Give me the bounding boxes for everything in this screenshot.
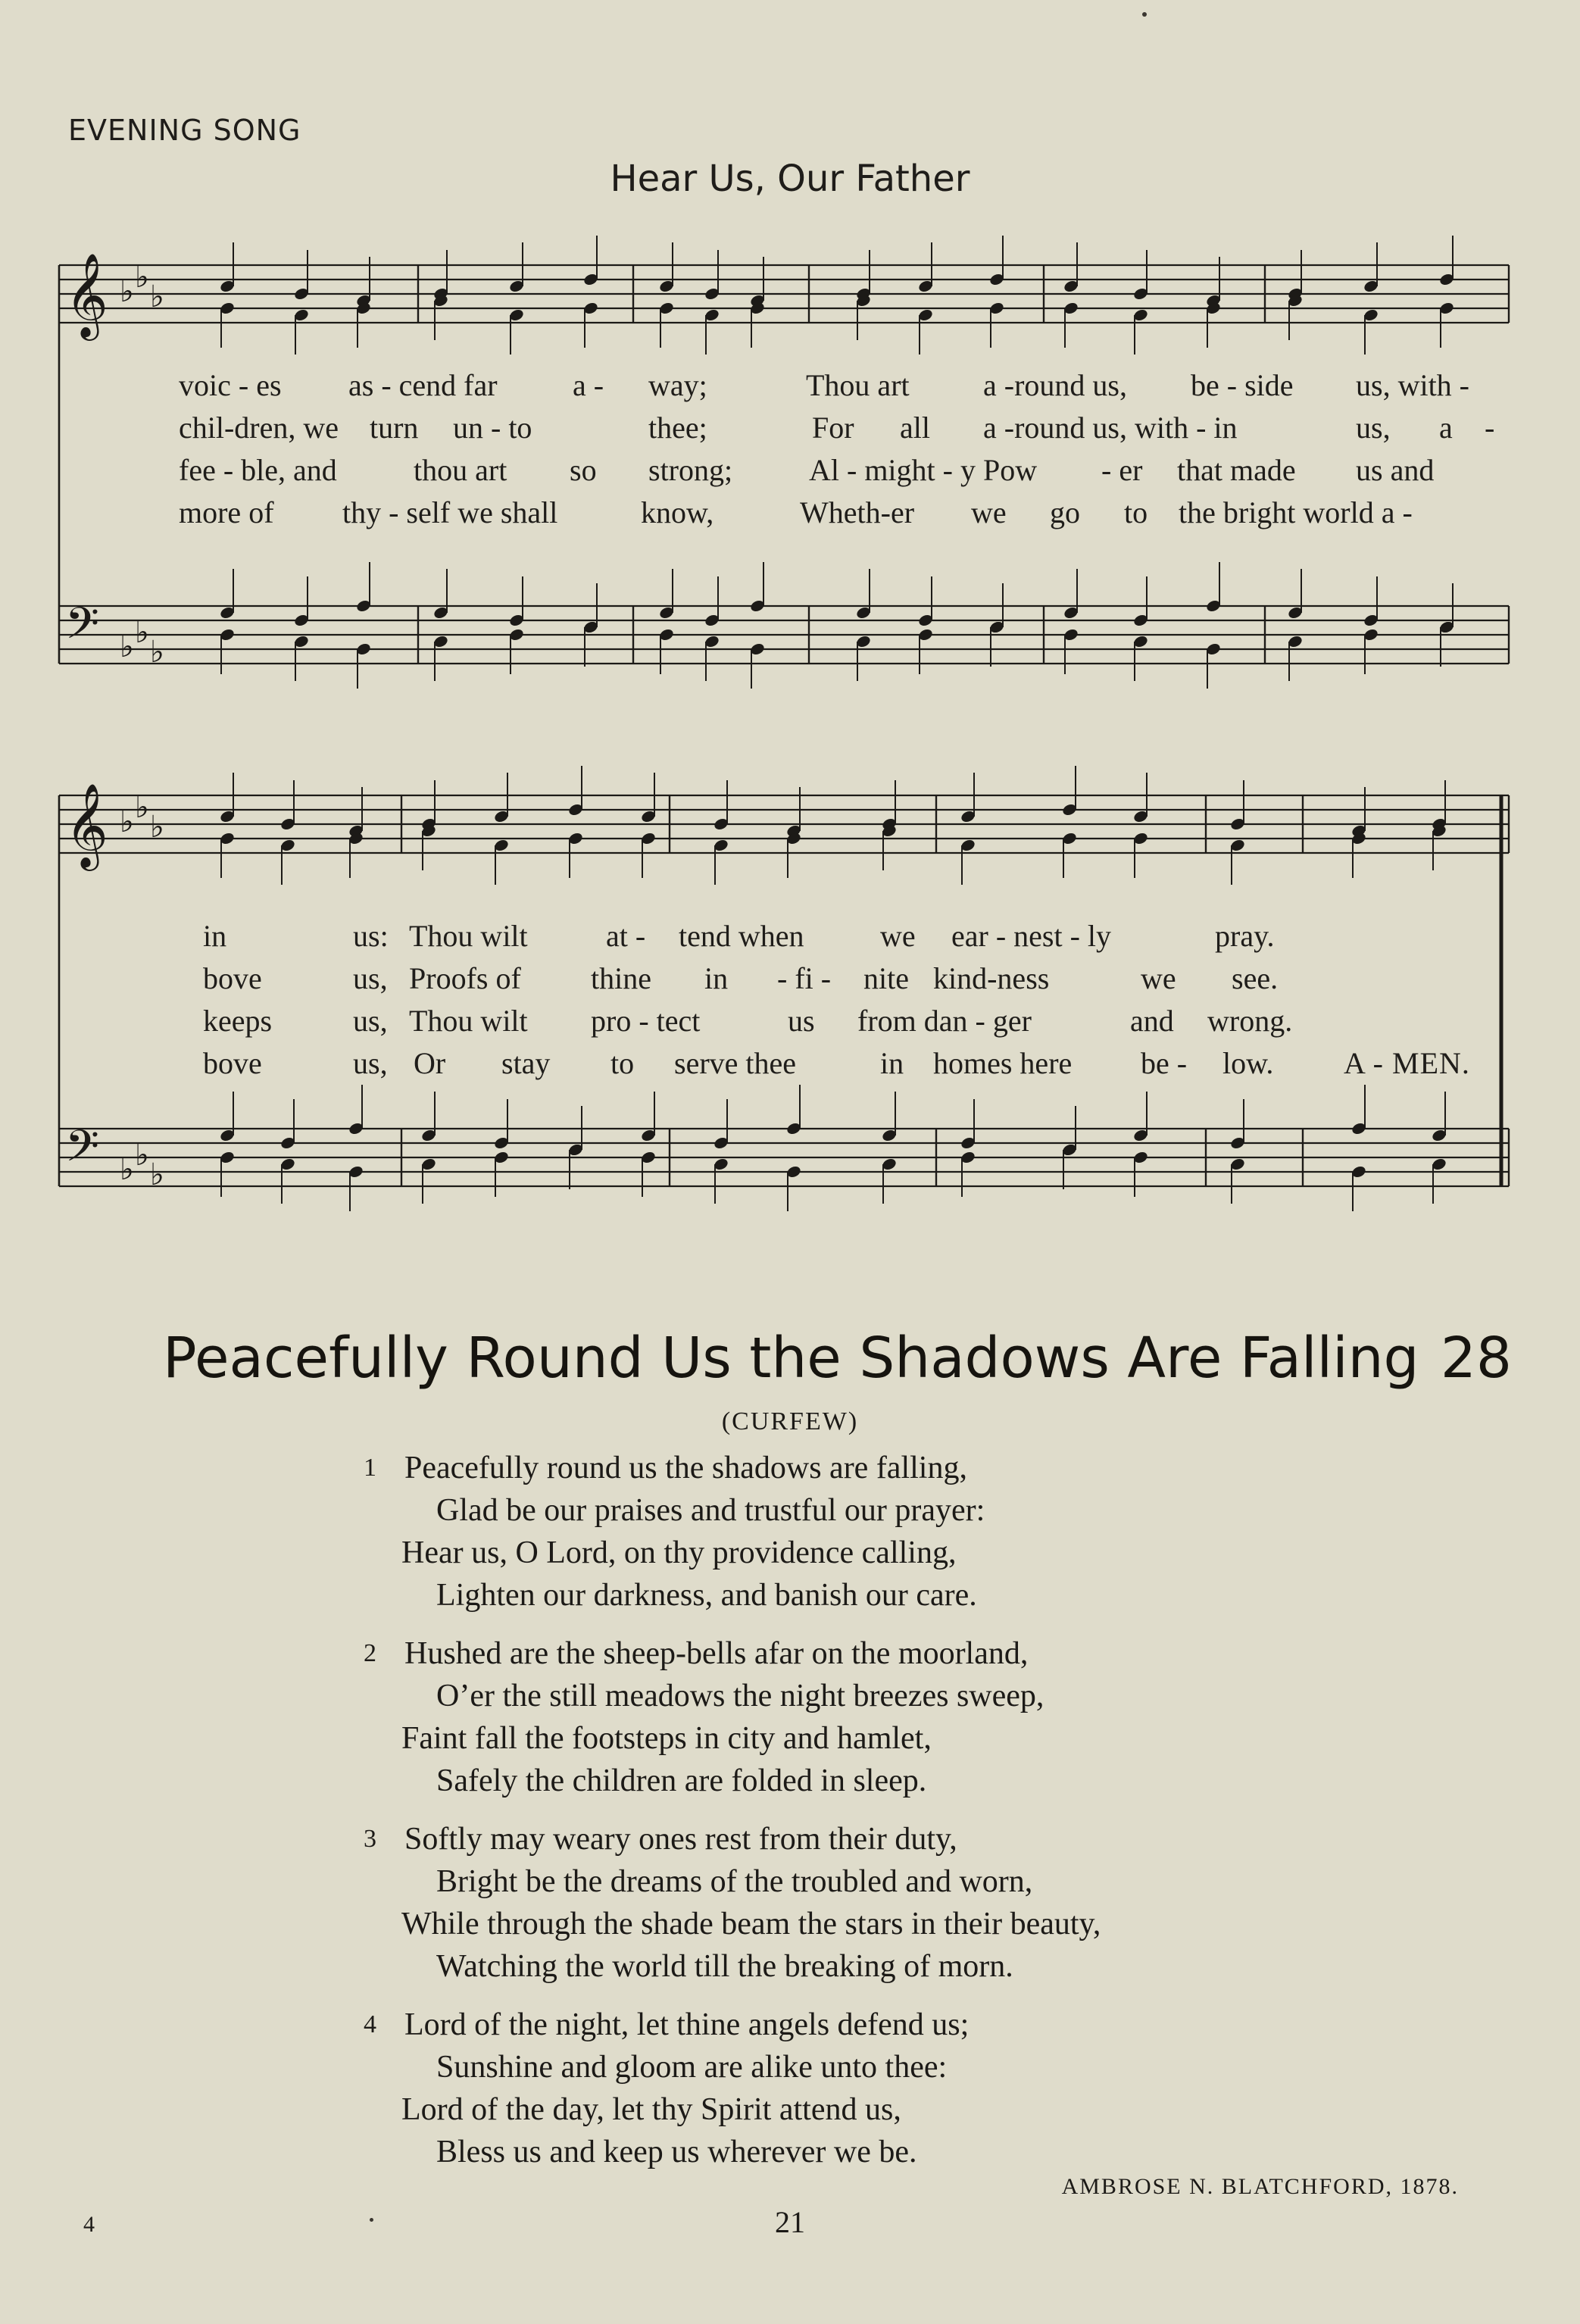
verse-line: Peacefully round us the shadows are falling,	[404, 1451, 967, 1485]
flat-sign-icon: ♭	[120, 629, 134, 664]
flat-sign-icon: ♭	[135, 260, 149, 295]
verses	[364, 1447, 1101, 2189]
verse-line: Lighten our darkness, and banish our care.	[436, 1578, 977, 1613]
verse-line: While through the shade beam the stars in their beauty,	[401, 1907, 1101, 1941]
lyric-syllable: us	[788, 1004, 815, 1038]
lyric-syllable: pray.	[1215, 919, 1275, 953]
lyric-syllable: us,	[353, 1046, 388, 1080]
lyric-syllable: Proofs of	[409, 961, 521, 995]
lyric-syllable: be -	[1141, 1046, 1188, 1080]
stanza	[364, 1447, 1101, 1616]
lyric-syllable: us,	[1356, 411, 1391, 445]
verse-line: Hear us, O Lord, on thy providence calling,	[401, 1535, 957, 1570]
lyric-line	[0, 918, 1580, 956]
lyric-syllable: in	[880, 1046, 904, 1080]
lyric-syllable: at -	[606, 919, 646, 953]
lyric-syllable: us,	[353, 1004, 388, 1038]
amen-text: A - MEN.	[1344, 1046, 1470, 1080]
hymn-1-title: Hear Us, Our Father	[610, 158, 970, 200]
lyric-syllable: Thou art	[806, 368, 910, 402]
lyric-line	[0, 410, 1580, 448]
lyric-syllable: chil-dren, we	[179, 411, 339, 445]
lyric-syllable: Thou wilt	[409, 1004, 528, 1038]
lyric-syllable: the bright world a -	[1179, 495, 1413, 529]
bass-clef-icon: 𝄢	[65, 598, 100, 660]
lyric-syllable: be - side	[1191, 368, 1294, 402]
verse-line: Sunshine and gloom are alike unto thee:	[436, 2050, 948, 2085]
lyric-syllable: us and	[1356, 453, 1435, 487]
flat-sign-icon: ♭	[120, 274, 134, 309]
lyric-line	[0, 495, 1580, 533]
lyric-line	[0, 367, 1580, 405]
lyric-syllable: us:	[353, 919, 389, 953]
lyric-syllable: as - cend far	[348, 368, 498, 402]
stanza-number: 4	[364, 2010, 376, 2038]
lyric-syllable: to	[1124, 495, 1148, 529]
lyric-syllable: a -round us,	[983, 368, 1127, 402]
lyric-syllable: Al - might - y Pow	[809, 453, 1038, 487]
signature-mark: 4	[83, 2212, 95, 2237]
stanza-number: 2	[364, 1639, 376, 1667]
verse-line: Hushed are the sheep-bells afar on the moorland,	[404, 1636, 1029, 1671]
lyric-syllable: more of	[179, 495, 274, 529]
flat-sign-icon: ♭	[150, 810, 164, 845]
stanza	[364, 1818, 1101, 1988]
lyric-syllable: kind-ness	[933, 961, 1050, 995]
print-speck	[370, 2218, 373, 2222]
lyric-syllable: bove	[203, 961, 262, 995]
lyric-syllable: nite	[863, 961, 909, 995]
lyric-syllable: know,	[641, 495, 714, 529]
lyric-syllable: go	[1050, 495, 1080, 529]
lyric-syllable: way;	[648, 368, 707, 402]
flat-sign-icon: ♭	[135, 790, 149, 825]
lyric-syllable: thy - self we shall	[342, 495, 558, 529]
lyric-syllable: strong;	[648, 453, 733, 487]
verse-line: Softly may weary ones rest from their duty,	[404, 1822, 957, 1857]
lyric-syllable: turn	[370, 411, 419, 445]
verse-line: Watching the world till the breaking of morn.	[436, 1949, 1013, 1984]
verse-line: Lord of the day, let thy Spirit attend us,	[401, 2092, 901, 2127]
lyric-syllable: thine	[591, 961, 651, 995]
verse-line: Safely the children are folded in sleep.	[436, 1763, 927, 1798]
print-speck	[1142, 12, 1147, 17]
lyric-syllable: a -round us, with - in	[983, 411, 1238, 445]
stanza	[364, 1632, 1101, 1802]
lyric-syllable: we	[1141, 961, 1176, 995]
lyric-syllable: from dan - ger	[857, 1004, 1032, 1038]
stanza-number: 1	[364, 1454, 376, 1482]
lyric-syllable: Or	[414, 1046, 446, 1080]
lyric-syllable: we	[880, 919, 916, 953]
flat-sign-icon: ♭	[135, 615, 149, 650]
verse-line: Bright be the dreams of the troubled and worn,	[436, 1864, 1033, 1899]
lyric-syllable: tend when	[679, 919, 804, 953]
lyric-syllable: us, with -	[1356, 368, 1469, 402]
lyric-line	[0, 1045, 1580, 1083]
flat-sign-icon: ♭	[150, 280, 164, 314]
hymn-2-title: Peacefully Round Us the Shadows Are Falling	[163, 1326, 1419, 1391]
lyric-syllable: pro - tect	[591, 1004, 701, 1038]
lyric-syllable: serve thee	[674, 1046, 797, 1080]
flat-sign-icon: ♭	[120, 804, 134, 839]
lyric-line	[0, 1003, 1580, 1041]
verse-line: Faint fall the footsteps in city and hamlet,	[401, 1721, 932, 1756]
lyric-syllable: wrong.	[1207, 1004, 1293, 1038]
lyric-line	[0, 961, 1580, 998]
verse-line: Glad be our praises and trustful our prayer:	[436, 1493, 985, 1528]
lyric-syllable: thou art	[414, 453, 507, 487]
lyric-line	[0, 452, 1580, 490]
lyric-syllable: homes here	[933, 1046, 1073, 1080]
lyric-syllable: un - to	[453, 411, 532, 445]
verse-line: O’er the still meadows the night breezes sweep,	[436, 1679, 1044, 1713]
page-number: 21	[775, 2205, 805, 2239]
author-credit: AMBROSE N. BLATCHFORD, 1878.	[1061, 2174, 1459, 2199]
lyric-syllable: voic - es	[179, 368, 282, 402]
flat-sign-icon: ♭	[150, 1157, 164, 1192]
hymn-number: 28	[1440, 1326, 1512, 1391]
lyric-syllable: and	[1130, 1004, 1174, 1038]
lyric-syllable: stay	[501, 1046, 551, 1080]
lyric-syllable: in	[704, 961, 729, 995]
lyric-syllable: fee - ble, and	[179, 453, 337, 487]
lyric-syllable: -	[1485, 411, 1495, 445]
flat-sign-icon: ♭	[135, 1138, 149, 1173]
flat-sign-icon: ♭	[120, 1152, 134, 1187]
lyric-syllable: a -	[573, 368, 604, 402]
lyric-syllable: we	[971, 495, 1007, 529]
treble-clef-icon: 𝄞	[65, 252, 108, 337]
lyric-syllable: thee;	[648, 411, 707, 445]
lyric-syllable: in	[203, 919, 227, 953]
lyric-syllable: all	[900, 411, 930, 445]
lyric-syllable: keeps	[203, 1004, 273, 1038]
lyric-syllable: low.	[1222, 1046, 1274, 1080]
lyric-syllable: to	[610, 1046, 635, 1080]
stanza-number: 3	[364, 1825, 376, 1853]
lyric-syllable: bove	[203, 1046, 262, 1080]
lyric-syllable: us,	[353, 961, 388, 995]
lyric-syllable: For	[812, 411, 854, 445]
lyric-syllable: - er	[1101, 453, 1143, 487]
section-label: EVENING SONG	[68, 114, 301, 147]
lyric-syllable: so	[570, 453, 597, 487]
flat-sign-icon: ♭	[150, 635, 164, 670]
verse-line: Bless us and keep us wherever we be.	[436, 2135, 917, 2169]
lyric-syllable: a	[1439, 411, 1453, 445]
lyric-syllable: Thou wilt	[409, 919, 528, 953]
lyric-syllable: ear - nest - ly	[951, 919, 1112, 953]
bass-clef-icon: 𝄢	[65, 1120, 100, 1182]
treble-clef-icon: 𝄞	[65, 782, 108, 867]
lyric-syllable: see.	[1232, 961, 1279, 995]
lyric-syllable: Wheth-er	[800, 495, 915, 529]
stanza	[364, 2004, 1101, 2173]
lyric-syllable: that made	[1177, 453, 1296, 487]
tune-name: (CURFEW)	[721, 1407, 859, 1435]
verse-line: Lord of the night, let thine angels defend us;	[404, 2007, 970, 2042]
lyric-syllable: - fi -	[777, 961, 832, 995]
